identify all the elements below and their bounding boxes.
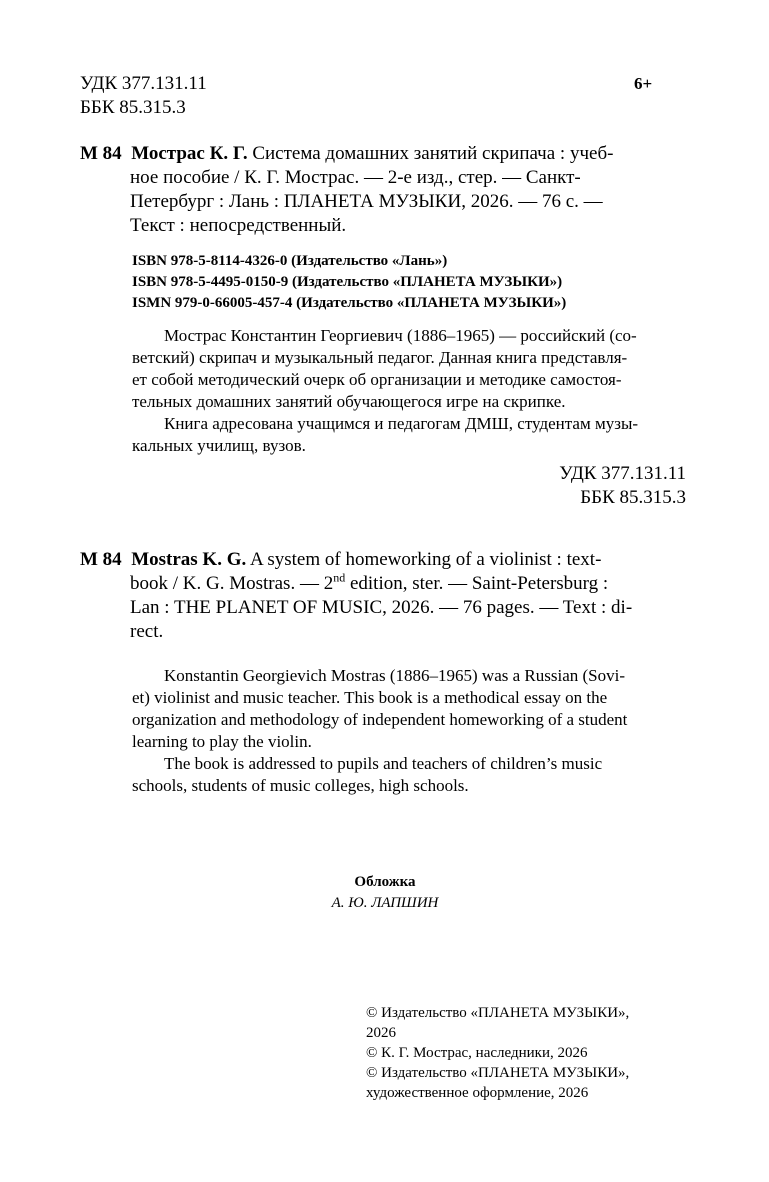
- annotation-line: schools, students of music colleges, high schools.: [132, 776, 469, 795]
- copyright-line: художественное оформление, 2026: [366, 1085, 589, 1101]
- copyright-block: [366, 1003, 629, 1103]
- en-entry-line-part: book / K. G. Mostras. — 2: [130, 573, 334, 594]
- ru-annotation: [132, 325, 686, 457]
- ismn-line: ISMN 979-0-66005-457-4 (Издательство «ПЛАНЕТА МУЗЫКИ»): [132, 295, 567, 311]
- en-entry-superscript: nd: [333, 570, 346, 585]
- en-annotation-paragraph: [132, 753, 686, 797]
- annotation-line: ет собой методический очерк об организации и методике самостоя-: [132, 370, 622, 389]
- en-annotation-paragraph: [132, 665, 686, 753]
- annotation-line: Мострас Константин Георгиевич (1886–1965) — российский (со-: [164, 326, 637, 345]
- ru-entry-title: Система домашних занятий скрипача : учеб-: [252, 143, 614, 164]
- annotation-line: et) violinist and music teacher. This book is a methodical essay on the: [132, 688, 608, 707]
- en-entry-line-part: edition, ster. — Saint-Petersburg :: [345, 573, 609, 594]
- ru-bibliographic-entry: [80, 142, 686, 238]
- ru-entry-code: М 84: [80, 143, 122, 164]
- annotation-line: learning to play the violin.: [132, 732, 312, 751]
- en-entry-line: Lan : THE PLANET OF MUSIC, 2026. — 76 pages. — Text : di-: [130, 597, 633, 618]
- ru-annotation-paragraph: [132, 325, 686, 413]
- copyright-line: 2026: [366, 1025, 396, 1041]
- en-annotation: [132, 665, 686, 797]
- annotation-line: Книга адресована учащимся и педагогам ДМШ, студентам музы-: [164, 414, 639, 433]
- isbn-block: [132, 251, 566, 314]
- header-classification: [80, 72, 207, 120]
- copyright-line: © Издательство «ПЛАНЕТА МУЗЫКИ»,: [366, 1005, 630, 1021]
- annotation-line: Konstantin Georgievich Mostras (1886–1965) was a Russian (Sovi-: [164, 666, 625, 685]
- copyright-line: © Издательство «ПЛАНЕТА МУЗЫКИ»,: [366, 1065, 630, 1081]
- annotation-line: тельных домашних занятий обучающегося игре на скрипке.: [132, 392, 566, 411]
- ru-annotation-paragraph: [132, 413, 686, 457]
- classification-udk: УДК 377.131.11: [559, 463, 686, 484]
- classification-bbk: ББК 85.315.3: [580, 487, 686, 508]
- ru-entry-line: Текст : непосредственный.: [130, 215, 347, 236]
- annotation-line: organization and methodology of independent homeworking of a student: [132, 710, 628, 729]
- copyright-line: © К. Г. Мострас, наследники, 2026: [366, 1045, 588, 1061]
- isbn-line: ISBN 978-5-4495-0150-9 (Издательство «ПЛАНЕТА МУЗЫКИ»): [132, 274, 563, 290]
- ru-entry-line: ное пособие / К. Г. Мострас. — 2-е изд., стер. — Санкт-: [130, 167, 581, 188]
- en-entry-code: M 84: [80, 549, 122, 570]
- en-entry-author: Mostras K. G.: [131, 549, 247, 570]
- annotation-line: кальных училищ, вузов.: [132, 436, 306, 455]
- isbn-line: ISBN 978-5-8114-4326-0 (Издательство «Лань»): [132, 253, 448, 269]
- annotation-line: ветский) скрипач и музыкальный педагог. Данная книга представля-: [132, 348, 628, 367]
- annotation-line: The book is addressed to pupils and teachers of children’s music: [164, 754, 603, 773]
- cover-label: Обложка: [354, 874, 416, 890]
- en-entry-line: [130, 572, 686, 596]
- cover-designer: А. Ю. ЛАПШИН: [331, 895, 439, 911]
- age-rating: 6+: [634, 74, 653, 93]
- en-entry-title: A system of homeworking of a violinist : text-: [249, 549, 602, 570]
- header-udk: УДК 377.131.11: [80, 73, 207, 94]
- classification-block: [420, 462, 686, 510]
- header-bbk: ББК 85.315.3: [80, 97, 186, 118]
- cover-credit: [240, 872, 530, 914]
- en-entry-line: rect.: [130, 621, 164, 642]
- ru-entry-line: Петербург : Лань : ПЛАНЕТА МУЗЫКИ, 2026. — 76 с. —: [130, 191, 603, 212]
- ru-entry-author: Мострас К. Г.: [131, 143, 248, 164]
- en-bibliographic-entry: [80, 548, 686, 644]
